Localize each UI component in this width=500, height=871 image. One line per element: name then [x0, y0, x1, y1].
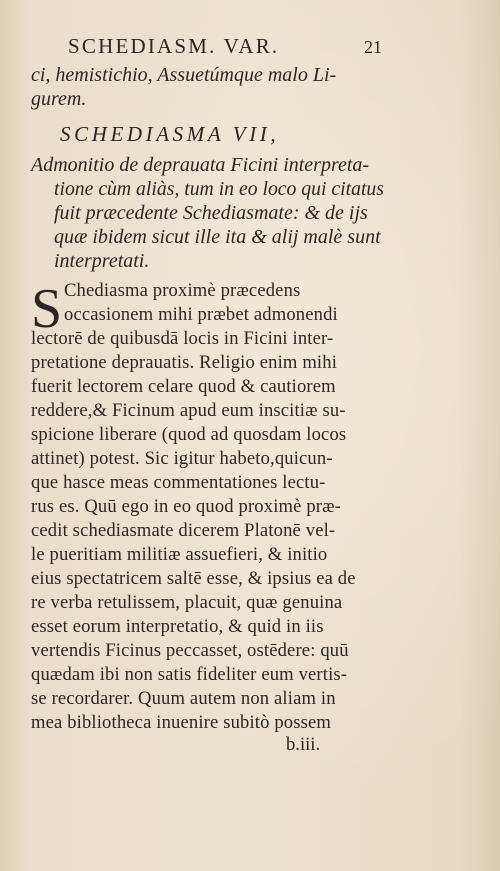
body-line: esset eorum interpretatio, & quid in iis	[31, 616, 324, 637]
summary-line: quæ ibidem sicut ille ita & alij malè sunt	[54, 226, 381, 248]
body-line: cedit schediasmate dicerem Platonē vel-	[31, 520, 336, 541]
body-line: mea bibliotheca inuenire subitò possem	[31, 712, 332, 733]
body-line: eius spectatricem saltē esse, & ipsius ea de	[31, 568, 356, 589]
body-line: se recordarer. Quum autem non aliam in	[31, 688, 336, 709]
text-line: ci, hemistichio, Assuetúmque malo Li-	[31, 64, 337, 86]
summary-line: Admonitio de deprauata Ficini interpreta-	[31, 154, 370, 176]
body-line: rus es. Quū ego in eo quod proximè præ-	[31, 496, 342, 517]
drop-cap: S	[31, 278, 63, 340]
body-line: vertendis Ficinus peccasset, ostēdere: quū	[31, 640, 349, 661]
body-line: fuerit lectorem celare quod & cautiorem	[31, 376, 336, 397]
section-title: SCHEDIASMA VII,	[60, 122, 280, 146]
body-line: le pueritiam militiæ assuefieri, & initio	[31, 544, 328, 565]
body-line: attinet) potest. Sic igitur habeto,quicun-	[31, 448, 333, 469]
body-line: re verba retulissem, placuit, quæ genuina	[31, 592, 343, 613]
body-line: que hasce meas commentationes lectu-	[31, 472, 326, 493]
body-line: occasionem mihi præbet admonendi	[64, 304, 338, 325]
summary-line: tione cùm aliàs, tum in eo loco qui citatus	[54, 178, 384, 200]
text-line: gurem.	[31, 88, 87, 110]
folio-number: 21	[364, 37, 382, 57]
signature-mark: b.iii.	[286, 734, 321, 755]
summary-line: interpretati.	[54, 250, 150, 272]
body-line: spicione liberare (quod ad quosdam locos	[31, 424, 347, 445]
body-line: lectorē de quibusdā locis in Ficini inter-	[31, 328, 334, 349]
body-line: pretatione deprauatis. Religio enim mihi	[31, 352, 338, 373]
running-title: SCHEDIASM. VAR.	[68, 34, 280, 58]
body-line: quædam ibi non satis fideliter eum vertis-	[31, 664, 348, 685]
body-line: reddere,& Ficinum apud eum inscitiæ su-	[31, 400, 346, 421]
summary-line: fuit præcedente Schediasmate: & de ijs	[54, 202, 368, 224]
body-line: Chediasma proximè præcedens	[64, 280, 301, 301]
